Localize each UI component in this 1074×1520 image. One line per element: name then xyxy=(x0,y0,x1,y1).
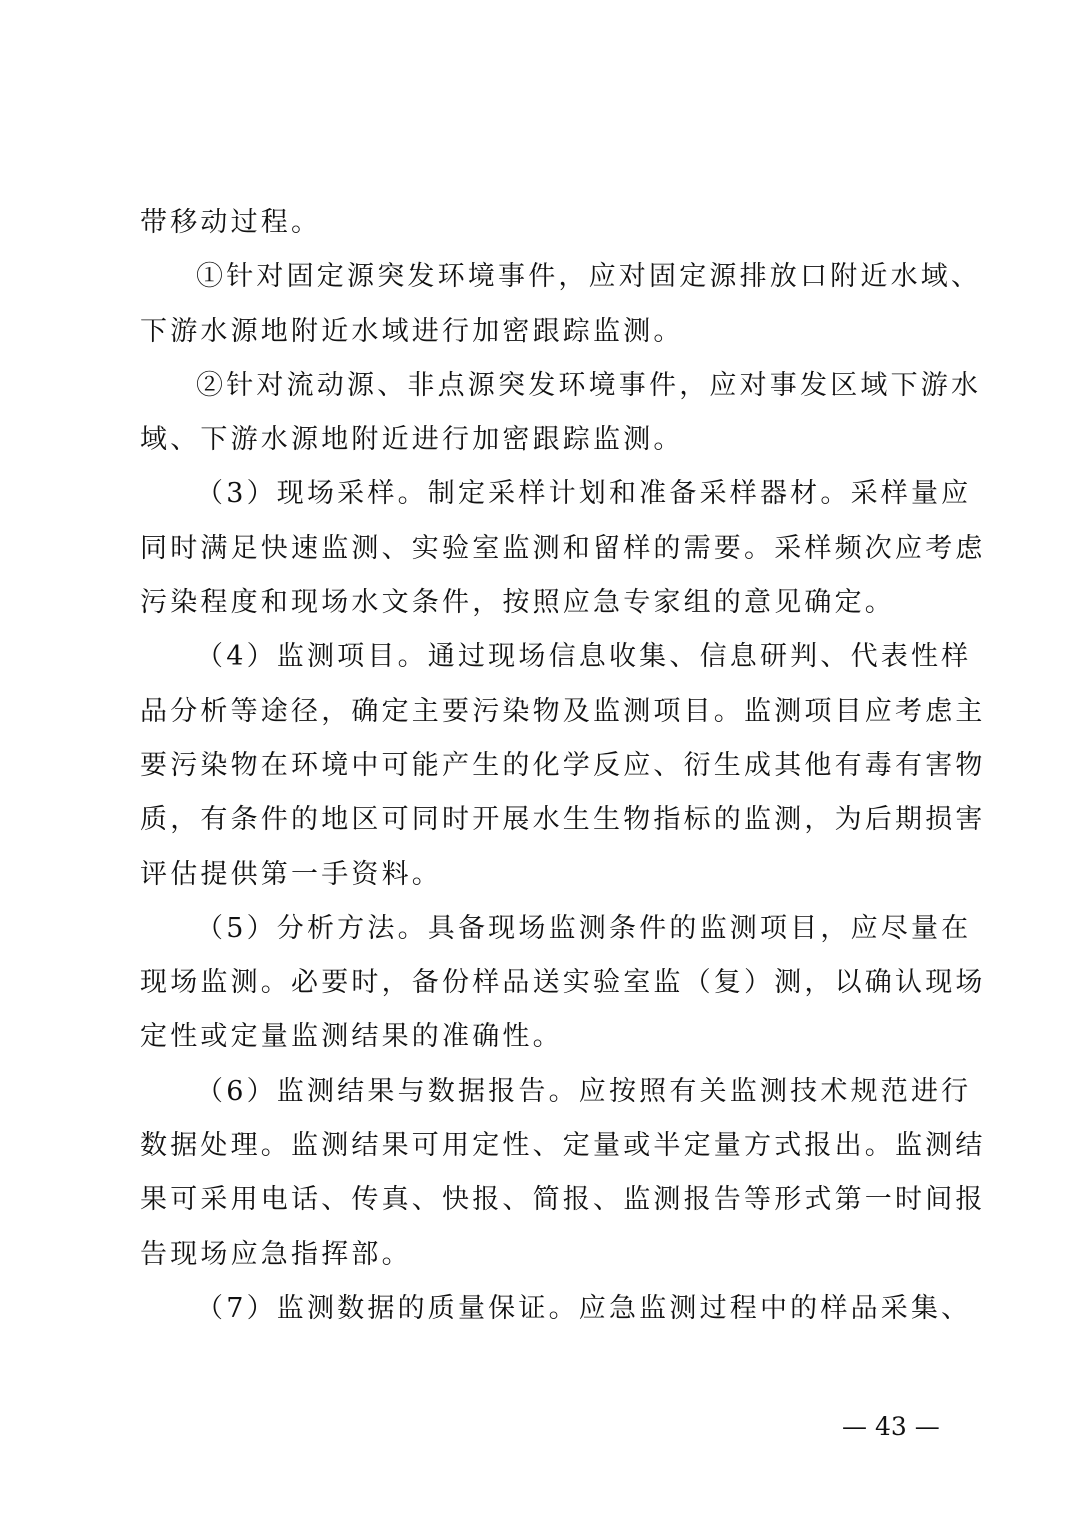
text-line: 现场监测。必要时，备份样品送实验室监（复）测，以确认现场 xyxy=(140,967,986,999)
text-line: 污染程度和现场水文条件，按照应急专家组的意见确定。 xyxy=(140,587,895,619)
text-line: 同时满足快速监测、实验室监测和留样的需要。采样频次应考虑 xyxy=(140,532,986,564)
text-line: 数据处理。监测结果可用定性、定量或半定量方式报出。监测结 xyxy=(140,1130,986,1162)
text-line: ②针对流动源、非点源突发环境事件，应对事发区域下游水 xyxy=(196,369,982,401)
text-line: 下游水源地附近水域进行加密跟踪监测。 xyxy=(140,315,684,347)
text-line: 评估提供第一手资料。 xyxy=(140,858,442,890)
text-line: （3）现场采样。制定采样计划和准备采样器材。采样量应 xyxy=(196,478,972,510)
page-body-text xyxy=(140,196,986,1336)
text-line: （6）监测结果与数据报告。应按照有关监测技术规范进行 xyxy=(196,1075,972,1107)
text-line: （4）监测项目。通过现场信息收集、信息研判、代表性样 xyxy=(196,641,972,673)
text-line: （5）分析方法。具备现场监测条件的监测项目，应尽量在 xyxy=(196,912,972,944)
text-line: 质，有条件的地区可同时开展水生生物指标的监测，为后期损害 xyxy=(140,804,986,836)
text-line: 域、下游水源地附近进行加密跟踪监测。 xyxy=(140,424,684,456)
text-line: 品分析等途径，确定主要污染物及监测项目。监测项目应考虑主 xyxy=(140,695,986,727)
page-number: — 43 — xyxy=(842,1412,940,1441)
text-line: 果可采用电话、传真、快报、简报、监测报告等形式第一时间报 xyxy=(140,1184,986,1216)
text-line: 定性或定量监测结果的准确性。 xyxy=(140,1021,563,1053)
text-line: 告现场应急指挥部。 xyxy=(140,1238,412,1270)
text-line: 要污染物在环境中可能产生的化学反应、衍生成其他有毒有害物 xyxy=(140,749,986,781)
text-line: （7）监测数据的质量保证。应急监测过程中的样品采集、 xyxy=(196,1292,972,1324)
text-line: 带移动过程。 xyxy=(140,207,322,238)
text-line: ①针对固定源突发环境事件，应对固定源排放口附近水域、 xyxy=(196,261,982,293)
